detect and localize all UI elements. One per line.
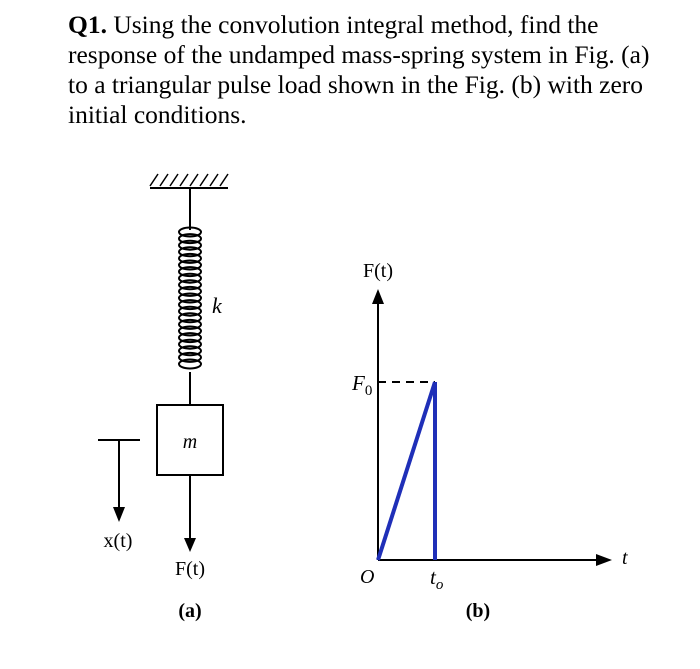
x-axis: [378, 554, 612, 566]
question-body: Using the convolution integral method, find the response of the undamped mass-spring system in Fig. (a) to a triangular pulse load shown in the Fig. (b) with zero initial conditions.: [68, 10, 650, 129]
triangular-pulse: [378, 382, 435, 560]
y-axis-label: F(t): [363, 260, 393, 282]
displacement-arrow: [98, 440, 140, 522]
figure-b-caption: (b): [465, 600, 491, 622]
peak-label: $F_0$: [352, 371, 373, 399]
figure-a: [98, 174, 228, 622]
spring-label: k: [212, 293, 222, 318]
x-axis-label: t: [622, 547, 628, 569]
spring: [179, 188, 201, 405]
figure-b: [351, 260, 628, 622]
duration-label: $t_o$: [430, 565, 444, 593]
origin-label: O: [360, 566, 375, 588]
fixed-support: [150, 174, 228, 188]
force-arrow: [184, 475, 196, 552]
displacement-label: x(t): [103, 530, 133, 552]
mass-label: m: [182, 431, 198, 453]
y-axis: [372, 289, 384, 560]
spring-coil: [179, 360, 201, 369]
figure-a-caption: (a): [178, 600, 202, 622]
question-number: Q1.: [68, 10, 107, 39]
force-label: F(t): [175, 558, 205, 580]
pulse-rising-edge: [378, 382, 435, 560]
